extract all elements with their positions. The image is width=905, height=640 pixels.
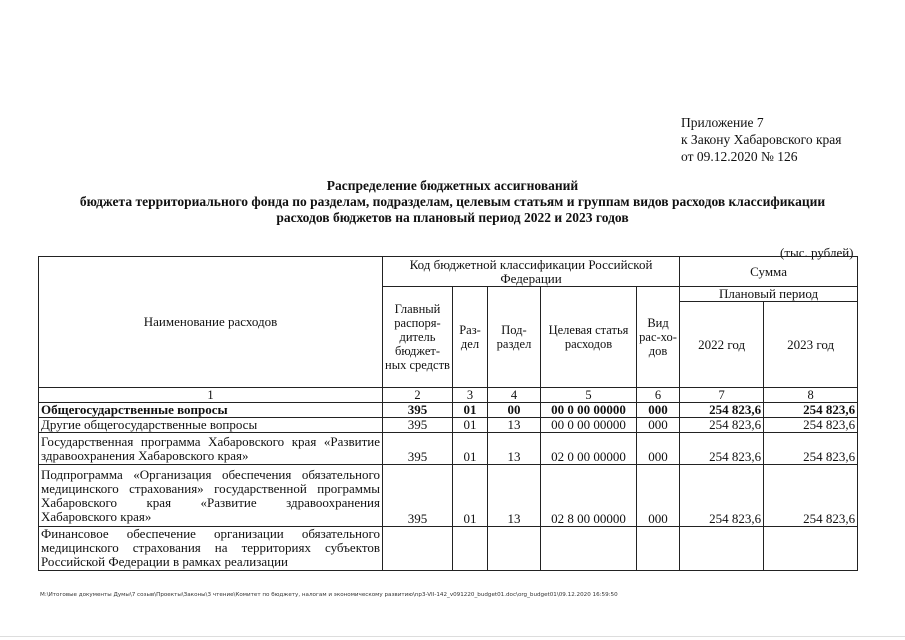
row-target-article: [541, 527, 637, 571]
appendix-line-2: к Закону Хабаровского края: [681, 132, 842, 147]
document-title: [40, 178, 865, 226]
row-razdel: 01: [453, 418, 488, 433]
header-podrazdel: Под-раздел: [488, 287, 541, 388]
col-number: 5: [541, 388, 637, 403]
row-podrazdel: 00: [488, 403, 541, 418]
row-razdel: 01: [453, 465, 488, 527]
row-sum-2022: 254 823,6: [680, 465, 764, 527]
row-grbs: [383, 527, 453, 571]
row-razdel: 01: [453, 433, 488, 465]
row-sum-2022: 254 823,6: [680, 433, 764, 465]
row-name: Государственная программа Хабаровского края «Развитие здравоохранения Хабаровского края»: [39, 433, 383, 465]
row-sum-2023: [764, 527, 858, 571]
header-target-article: Целевая статья расходов: [541, 287, 637, 388]
title-line-2: бюджета территориального фонда по разделам, подразделам, целевым статьям и группам видов расходов классификации: [79, 194, 826, 209]
row-sum-2023: 254 823,6: [764, 418, 858, 433]
col-number: 4: [488, 388, 541, 403]
budget-table: [38, 256, 858, 571]
appendix-note: [681, 114, 842, 165]
row-sum-2022: 254 823,6: [680, 403, 764, 418]
header-year-2023: 2023 год: [764, 302, 858, 388]
table-row: [39, 465, 858, 527]
row-sum-2022: [680, 527, 764, 571]
file-path-footer: M:\Итоговые документы Думы\7 созыв\Проекты\Законы\3 чтение\Комитет по бюджету, налогам и экономическому развитию\np3-VII-142_v091220_budget01.doc\org_budget01\09.12.2020 16:59:50: [40, 592, 618, 598]
col-number: 7: [680, 388, 764, 403]
row-razdel: 01: [453, 403, 488, 418]
row-sum-2023: 254 823,6: [764, 403, 858, 418]
col-number: 1: [39, 388, 383, 403]
page-edge-divider: [0, 636, 905, 637]
row-target-article: 02 0 00 00000: [541, 433, 637, 465]
header-grbs: Главный распоря-дитель бюджет-ных средств: [383, 287, 453, 388]
col-number: 3: [453, 388, 488, 403]
title-line-1: Распределение бюджетных ассигнований: [326, 178, 579, 193]
header-sum-group: Сумма: [680, 257, 858, 287]
row-sum-2022: 254 823,6: [680, 418, 764, 433]
row-podrazdel: [488, 527, 541, 571]
row-expense-type: 000: [637, 465, 680, 527]
row-grbs: 395: [383, 433, 453, 465]
row-name: Подпрограмма «Организация обеспечения обязательного медицинского страхования» государственной программы Хабаровского края «Развитие здравоохранения Хабаровского края»: [39, 465, 383, 527]
row-grbs: 395: [383, 465, 453, 527]
title-line-3: расходов бюджетов на плановый период 2022 и 2023 годов: [276, 210, 629, 225]
row-expense-type: 000: [637, 433, 680, 465]
col-number: 6: [637, 388, 680, 403]
appendix-line-3: от 09.12.2020 № 126: [681, 149, 798, 164]
row-sum-2023: 254 823,6: [764, 465, 858, 527]
row-podrazdel: 13: [488, 433, 541, 465]
row-podrazdel: 13: [488, 418, 541, 433]
header-plan-period: Плановый период: [680, 287, 858, 302]
table-row: [39, 418, 858, 433]
row-target-article: 00 0 00 00000: [541, 403, 637, 418]
row-sum-2023: 254 823,6: [764, 433, 858, 465]
header-expense-type: Вид рас-хо-дов: [637, 287, 680, 388]
header-name: Наименование расходов: [39, 257, 383, 388]
header-razdel: Раз-дел: [453, 287, 488, 388]
table-row: [39, 403, 858, 418]
row-name: Другие общегосударственные вопросы: [39, 418, 383, 433]
appendix-line-1: Приложение 7: [681, 115, 764, 130]
row-target-article: 02 8 00 00000: [541, 465, 637, 527]
units-label: (тыс. рублей): [780, 245, 854, 260]
row-target-article: 00 0 00 00000: [541, 418, 637, 433]
row-grbs: 395: [383, 418, 453, 433]
row-grbs: 395: [383, 403, 453, 418]
row-expense-type: 000: [637, 418, 680, 433]
row-razdel: [453, 527, 488, 571]
header-year-2022: 2022 год: [680, 302, 764, 388]
row-expense-type: [637, 527, 680, 571]
row-expense-type: 000: [637, 403, 680, 418]
table-row: [39, 433, 858, 465]
header-code-group: Код бюджетной классификации Российской Федерации: [383, 257, 680, 287]
table-row: [39, 527, 858, 571]
row-name: Общегосударственные вопросы: [39, 403, 383, 418]
col-number: 2: [383, 388, 453, 403]
col-number: 8: [764, 388, 858, 403]
row-podrazdel: 13: [488, 465, 541, 527]
column-numbers-row: [39, 388, 858, 403]
row-name: Финансовое обеспечение организации обязательного медицинского страхования на территориях субъектов Российской Федерации в рамках реализации: [39, 527, 383, 571]
header-row-1: [39, 257, 858, 287]
